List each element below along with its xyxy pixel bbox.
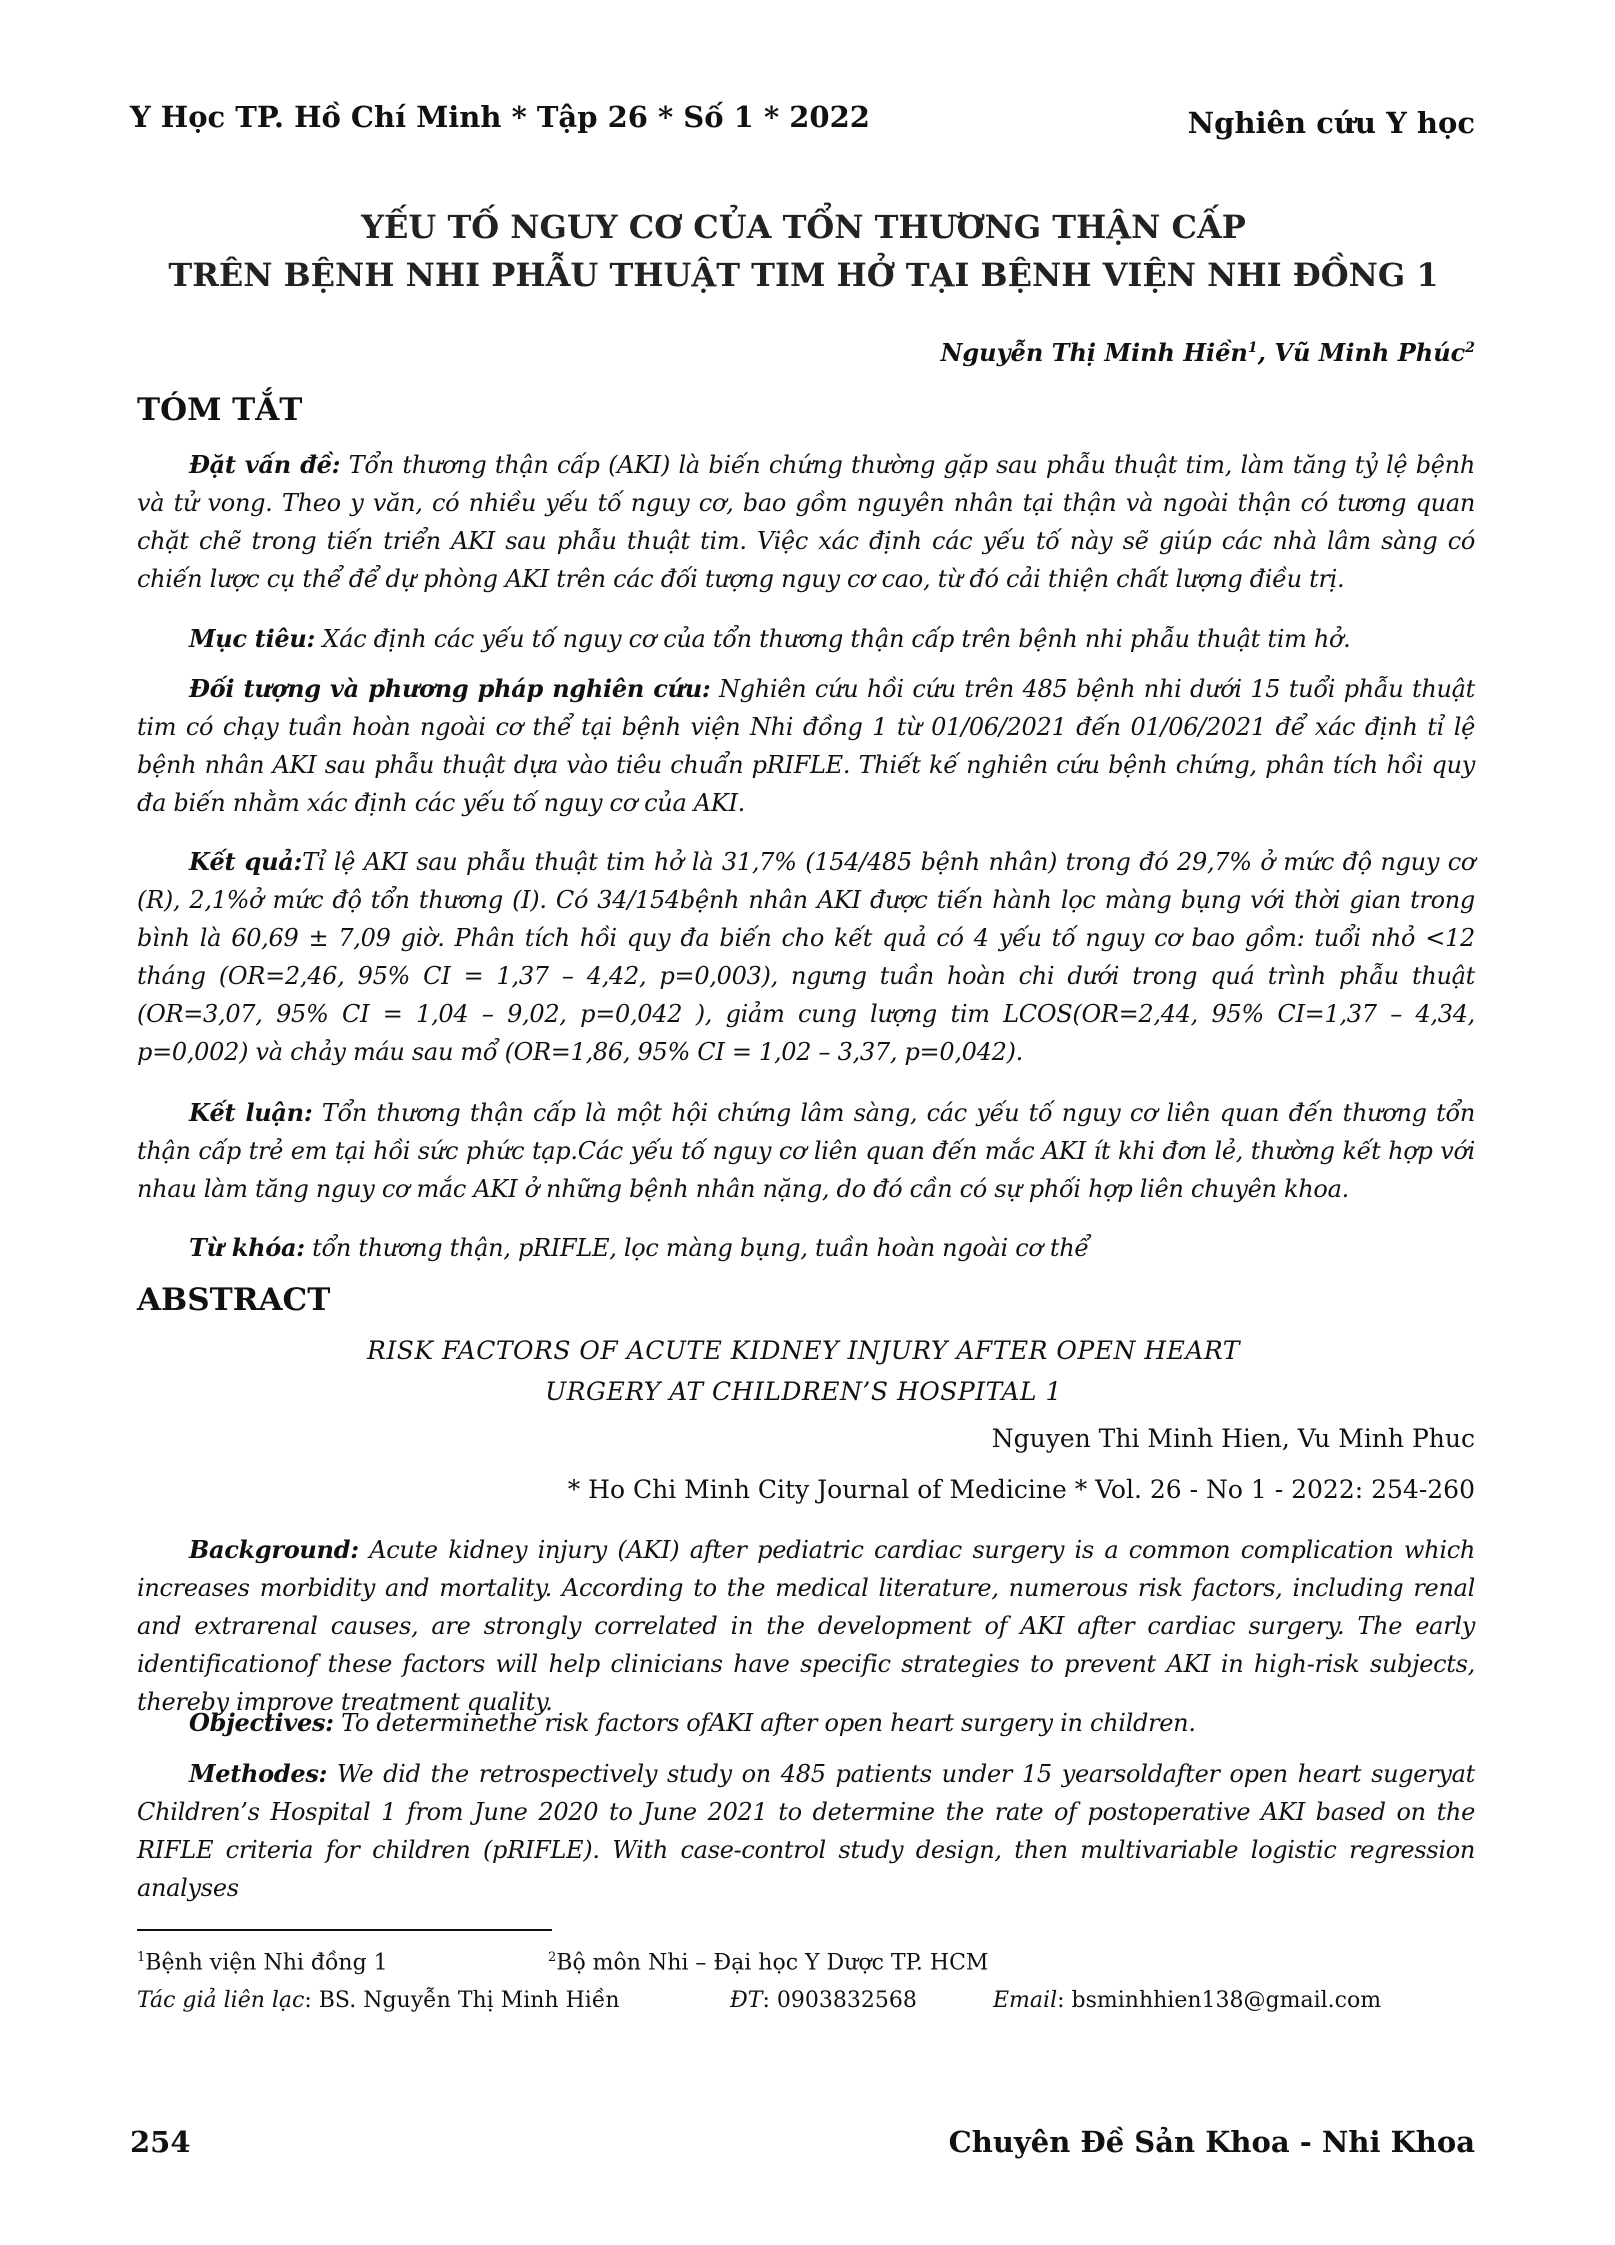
english-authors: Nguyen Thi Minh Hien, Vu Minh Phuc bbox=[991, 1424, 1475, 1453]
affiliation-1-marker: 1 bbox=[137, 1950, 146, 1965]
author-line bbox=[940, 338, 1475, 367]
phone-value: : 0903832568 bbox=[762, 1988, 917, 2013]
article-title-line-2: TRÊN BỆNH NHI PHẪU THUẬT TIM HỞ TẠI BỆNH VIỆN NHI ĐỒNG 1 bbox=[168, 256, 1439, 294]
author-1: Nguyễn Thị Minh Hiền bbox=[940, 338, 1248, 367]
english-title-line-2: URGERY AT CHILDREN’S HOSPITAL 1 bbox=[545, 1377, 1062, 1406]
abstract-objectives-label: Objectives: bbox=[189, 1708, 334, 1737]
summary-objective-label: Mục tiêu: bbox=[189, 624, 316, 653]
abstract-objectives-text: To determinethe risk factors ofAKI after open heart surgery in children. bbox=[333, 1709, 1196, 1737]
contact-name: : BS. Nguyễn Thị Minh Hiền bbox=[304, 1988, 620, 2013]
author-1-affiliation: 1 bbox=[1247, 340, 1258, 356]
abstract-background-label: Background: bbox=[189, 1535, 359, 1564]
affiliation-1-text: Bệnh viện Nhi đồng 1 bbox=[145, 1950, 388, 1976]
contact-label: Tác giả liên lạc bbox=[137, 1988, 305, 2013]
summary-objective-text: Xác định các yếu tố nguy cơ của tổn thương thận cấp trên bệnh nhi phẫu thuật tim hở. bbox=[315, 625, 1351, 653]
email-label: Email bbox=[993, 1988, 1058, 2013]
summary-keywords bbox=[137, 1229, 1475, 1267]
summary-results-label: Kết quả: bbox=[189, 847, 303, 876]
summary-methods bbox=[137, 670, 1475, 822]
article-title-line-1: YẾU TỐ NGUY CƠ CỦA TỔN THƯƠNG THẬN CẤP bbox=[361, 208, 1246, 246]
contact-phone bbox=[730, 1988, 917, 2013]
abstract-heading: ABSTRACT bbox=[137, 1282, 331, 1318]
abstract-objectives bbox=[137, 1704, 1475, 1742]
contact-email bbox=[993, 1988, 1381, 2013]
summary-background-label: Đặt vấn đề: bbox=[189, 450, 341, 479]
email-value: : bsminhhien138@gmail.com bbox=[1057, 1988, 1382, 2013]
author-separator: , bbox=[1257, 338, 1275, 367]
running-header-journal: Y Học TP. Hồ Chí Minh * Tập 26 * Số 1 * 2022 bbox=[130, 100, 870, 134]
abstract-methods-text: We did the retrospectively study on 485 patients under 15 yearsoldafter open heart sugeryat Children’s Hospital 1 from June 2020 to June 2021 to determine the rate of postoperative AKI based on the RIFLE criteria for children (pRIFLE). With case-control study design, then multivariable logistic regression analyses bbox=[137, 1760, 1475, 1902]
phone-label: ĐT bbox=[730, 1988, 763, 2013]
citation-line: * Ho Chi Minh City Journal of Medicine * Vol. 26 - No 1 - 2022: 254-260 bbox=[567, 1475, 1475, 1504]
summary-conclusion bbox=[137, 1094, 1475, 1208]
affiliation-2-text: Bộ môn Nhi – Đại học Y Dược TP. HCM bbox=[556, 1950, 989, 1976]
summary-keywords-label: Từ khóa: bbox=[189, 1233, 305, 1262]
affiliation-2 bbox=[548, 1950, 988, 1975]
abstract-background-text: Acute kidney injury (AKI) after pediatric cardiac surgery is a common complication which increases morbidity and mortality. According to the medical literature, numerous risk factors, including renal and extrarenal causes, are strongly correlated in the development of AKI after cardiac surgery. The early identificationof these factors will help clinicians have specific strategies to prevent AKI in high-risk subjects, thereby improve treatment quality. bbox=[137, 1536, 1475, 1716]
summary-background-text: Tổn thương thận cấp (AKI) là biến chứng thường gặp sau phẫu thuật tim, làm tăng tỷ lệ bệnh và tử vong. Theo y văn, có nhiều yếu tố nguy cơ, bao gồm nguyên nhân tại thận và ngoài thận có tương quan chặt chẽ trong tiến triển AKI sau phẫu thuật tim. Việc xác định các yếu tố này sẽ giúp các nhà lâm sàng có chiến lược cụ thể để dự phòng AKI trên các đối tượng nguy cơ cao, từ đó cải thiện chất lượng điều trị. bbox=[137, 451, 1475, 593]
running-header-section: Nghiên cứu Y học bbox=[1187, 106, 1475, 140]
summary-heading: TÓM TẮT bbox=[137, 392, 303, 428]
author-2: Vũ Minh Phúc bbox=[1274, 338, 1466, 367]
summary-methods-text: Nghiên cứu hồi cứu trên 485 bệnh nhi dưới 15 tuổi phẫu thuật tim có chạy tuần hoàn ngoài cơ thể tại bệnh viện Nhi đồng 1 từ 01/06/2021 đến 01/06/2021 để xác định tỉ lệ bệnh nhân AKI sau phẫu thuật dựa vào tiêu chuẩn pRIFLE. Thiết kế nghiên cứu bệnh chứng, phân tích hồi quy đa biến nhằm xác định các yếu tố nguy cơ của AKI. bbox=[137, 675, 1475, 817]
footer-section: Chuyên Đề Sản Khoa - Nhi Khoa bbox=[948, 2125, 1475, 2159]
page-number: 254 bbox=[130, 2125, 191, 2159]
summary-background bbox=[137, 446, 1475, 598]
english-title-line-1: RISK FACTORS OF ACUTE KIDNEY INJURY AFTER OPEN HEART bbox=[367, 1336, 1240, 1365]
corresponding-author bbox=[137, 1988, 620, 2013]
summary-keywords-text: tổn thương thận, pRIFLE, lọc màng bụng, tuần hoàn ngoài cơ thể bbox=[304, 1234, 1089, 1262]
affiliation-2-marker: 2 bbox=[548, 1950, 557, 1965]
abstract-background bbox=[137, 1531, 1475, 1721]
summary-results bbox=[137, 843, 1475, 1071]
summary-conclusion-label: Kết luận: bbox=[189, 1098, 313, 1127]
summary-objective bbox=[137, 620, 1475, 658]
author-2-affiliation: 2 bbox=[1465, 340, 1475, 356]
summary-results-text: Tỉ lệ AKI sau phẫu thuật tim hở là 31,7% (154/485 bệnh nhân) trong đó 29,7% ở mức độ nguy cơ (R), 2,1%ở mức độ tổn thương (I). Có 34/154bệnh nhân AKI được tiến hành lọc màng bụng với thời gian trong bình là 60,69 ± 7,09 giờ. Phân tích hồi quy đa biến cho kết quả có 4 yếu tố nguy cơ bao gồm: tuổi nhỏ <12 tháng (OR=2,46, 95% CI = 1,37 – 4,42, p=0,003), ngưng tuần hoàn chi dưới trong quá trình phẫu thuật (OR=3,07, 95% CI = 1,04 – 9,02, p=0,042 ), giảm cung lượng tim LCOS(OR=2,44, 95% CI=1,37 – 4,34, p=0,002) và chảy máu sau mổ (OR=1,86, 95% CI = 1,02 – 3,37, p=0,042). bbox=[137, 848, 1476, 1066]
abstract-methods bbox=[137, 1755, 1475, 1907]
abstract-methods-label: Methodes: bbox=[189, 1759, 328, 1788]
footnote-divider bbox=[137, 1929, 552, 1931]
summary-conclusion-text: Tổn thương thận cấp là một hội chứng lâm sàng, các yếu tố nguy cơ liên quan đến thương tổn thận cấp trẻ em tại hồi sức phức tạp.Các yếu tố nguy cơ liên quan đến mắc AKI ít khi đơn lẻ, thường kết hợp với nhau làm tăng nguy cơ mắc AKI ở những bệnh nhân nặng, do đó cần có sự phối hợp liên chuyên khoa. bbox=[137, 1099, 1476, 1203]
affiliation-1 bbox=[137, 1950, 388, 1975]
summary-methods-label: Đối tượng và phương pháp nghiên cứu: bbox=[189, 674, 711, 703]
